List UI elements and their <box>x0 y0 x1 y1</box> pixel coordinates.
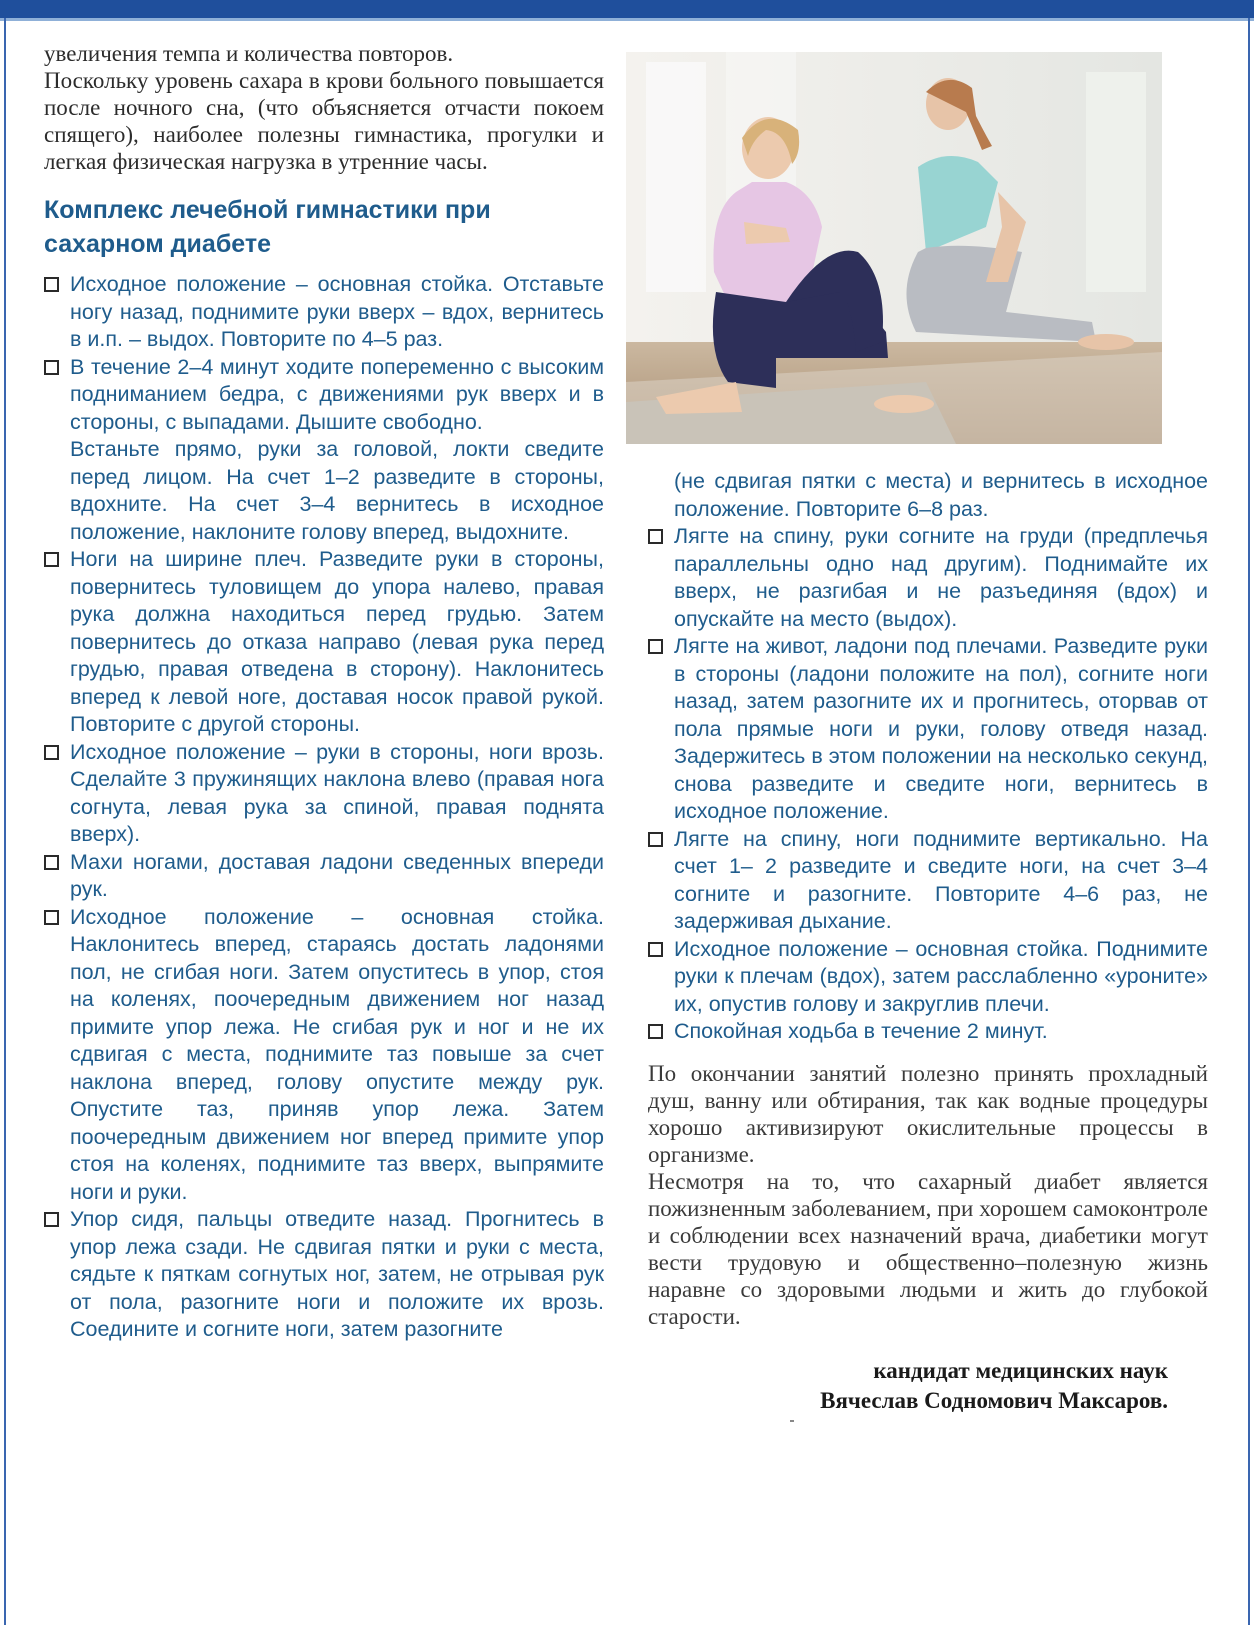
closing-paragraph: Несмотря на то, что сахарный диабет является пожизненным заболеванием, при хорошем самоконтроле и соблюдении всех назначений врача, диабетики могут вести трудовую и общественно–полезную жизнь наравне со здоровыми людьми и жить до глубокой старости. <box>648 1168 1208 1329</box>
closing-paragraph: По окончании занятий полезно принять прохладный душ, ванну или обтирания, так как водные процедуры хорошо активизируют окислительные процессы в организме. <box>648 1060 1208 1167</box>
signature-dash <box>790 1420 794 1422</box>
exercise-text: Ноги на ширине плеч. Разведите руки в стороны, повернитесь туловищем до упора налево, правая рука должна находиться перед грудью. Затем повернитесь до отказа направо (левая рука перед грудью, правая отведена в сторону). Наклонитесь вперед к левой ноге, доставая носок правой рукой. Повторите с другой стороны. <box>70 547 604 736</box>
exercise-text: Спокойная ходьба в течение 2 минут. <box>674 1019 1048 1043</box>
yoga-illustration <box>626 52 1162 444</box>
checkbox-icon <box>648 639 663 654</box>
page-frame-left <box>4 18 6 1625</box>
exercise-item <box>648 633 1208 826</box>
exercise-text: Лягте на спину, ноги поднимите вертикально. На счет 1– 2 разведите и сведите ноги, на счет 3–4 согните и разогните. Повторите 4–6 раз, не задерживая дыхание. <box>674 826 1208 933</box>
exercise-item <box>44 1206 604 1344</box>
exercise-item <box>44 354 604 547</box>
exercise-list-left <box>44 271 604 1344</box>
top-bar <box>0 0 1254 18</box>
author-signature <box>648 1356 1208 1416</box>
exercise-continuation <box>648 468 1208 523</box>
checkbox-icon <box>648 529 663 544</box>
right-column <box>648 468 1208 1416</box>
page-frame-right <box>1248 18 1250 1625</box>
checkbox-icon <box>44 360 59 375</box>
exercise-item <box>648 1018 1208 1046</box>
yoga-photo <box>626 52 1162 444</box>
checkbox-icon <box>648 832 663 847</box>
exercise-text: Упор сидя, пальцы отведите назад. Прогнитесь в упор лежа сзади. Не сдвигая пятки и руки с места, сядьте к пяткам согнутых ног, затем, не отрывая рук от пола, разогните ноги и положите их врозь. Соедините и согните ноги, затем разогните <box>70 1207 604 1341</box>
exercise-text: Исходное положение – основная стойка. Наклонитесь вперед, стараясь достать ладонями пол, не сгибая ноги. Затем опуститесь в упор, стоя на коленях, поочередным движением ног назад примите упор лежа. Не сгибая рук и ног и не их сдвигая с места, поднимите таз повыше за счет наклона вперед, голову опустите между рук. Опустите таз, приняв упор лежа. Затем поочередным движением ног вперед примите упор стоя на коленях, поднимите таз вверх, выпрямите ноги и руки. <box>70 904 604 1204</box>
checkbox-icon <box>44 277 59 292</box>
exercise-item <box>648 936 1208 1019</box>
top-bar-accent-line <box>0 18 1254 21</box>
checkbox-icon <box>44 910 59 925</box>
exercise-text: В течение 2–4 минут ходите попеременно с высоким подниманием бедра, с движениями рук вверх и в стороны, с выпадами. Дышите свободно. <box>70 354 604 434</box>
exercise-text: Лягте на спину, руки согните на груди (предплечья параллельны одно над другим). Поднимайте их вверх, не разгибая и не разъединяя (вдох) и опускайте на место (выдох). <box>674 524 1208 631</box>
exercise-item <box>44 546 604 739</box>
author-name: Вячеслав Содномович Максаров. <box>820 1387 1168 1413</box>
checkbox-icon <box>44 745 59 760</box>
exercise-item <box>648 523 1208 633</box>
exercise-text: Исходное положение – руки в стороны, ноги врозь. Сделайте 3 пружинящих наклона влево (правая нога согнута, левая рука за спиной, правая поднята вверх). <box>70 739 604 846</box>
checkbox-icon <box>44 1212 59 1227</box>
exercise-text: Исходное положение – основная стойка. Отставьте ногу назад, поднимите руки вверх – вдох, вернитесь в и.п. – выдох. Повторите по 4–5 раз. <box>70 272 604 351</box>
closing-section <box>648 1060 1208 1330</box>
exercise-text: Исходное положение – основная стойка. Поднимите руки к плечам (вдох), затем расслабленно «уроните» их, опустив голову и закруглив плечи. <box>674 936 1208 1016</box>
exercise-item <box>44 849 604 904</box>
checkbox-icon <box>44 855 59 870</box>
exercise-item <box>648 826 1208 936</box>
checkbox-icon <box>648 942 663 957</box>
intro-carryover: увеличения темпа и количества повторов. <box>44 41 454 66</box>
checkbox-icon <box>648 1024 663 1039</box>
continuation-text: (не сдвигая пятки с места) и вернитесь в исходное положение. Повторите 6–8 раз. <box>674 469 1208 521</box>
intro-paragraph: Поскольку уровень сахара в крови больного повышается после ночного сна, (что объясняется отчасти покоем спящего), наиболее полезны гимнастика, прогулки и легкая физическая нагрузка в утренние часы. <box>44 68 604 174</box>
exercise-text: Встаньте прямо, руки за головой, локти сведите перед лицом. На счет 1–2 разведите в стороны, вдохните. На счет 3–4 вернитесь в исходное положение, наклоните голову вперед, выдохните. <box>70 437 604 544</box>
section-heading: Комплекс лечебной гимнастики при сахарном диабете <box>44 196 491 258</box>
left-column <box>44 40 604 1344</box>
exercise-text: Махи ногами, доставая ладони сведенных впереди рук. <box>70 849 604 901</box>
checkbox-icon <box>44 552 59 567</box>
exercise-list-right <box>648 523 1208 1046</box>
exercise-item <box>44 271 604 354</box>
exercise-item <box>44 904 604 1207</box>
exercise-text: Лягте на живот, ладони под плечами. Разведите руки в стороны (ладони положите на пол), согните ноги назад, затем разогните их и прогнитесь, оторвав от пола прямые ноги и руки, голову отведя назад. Задержитесь в этом положении на несколько секунд, снова разведите и сведите ноги, вернитесь в исходное положение. <box>674 634 1208 823</box>
exercise-item <box>44 739 604 849</box>
author-title: кандидат медицинских наук <box>873 1357 1168 1383</box>
